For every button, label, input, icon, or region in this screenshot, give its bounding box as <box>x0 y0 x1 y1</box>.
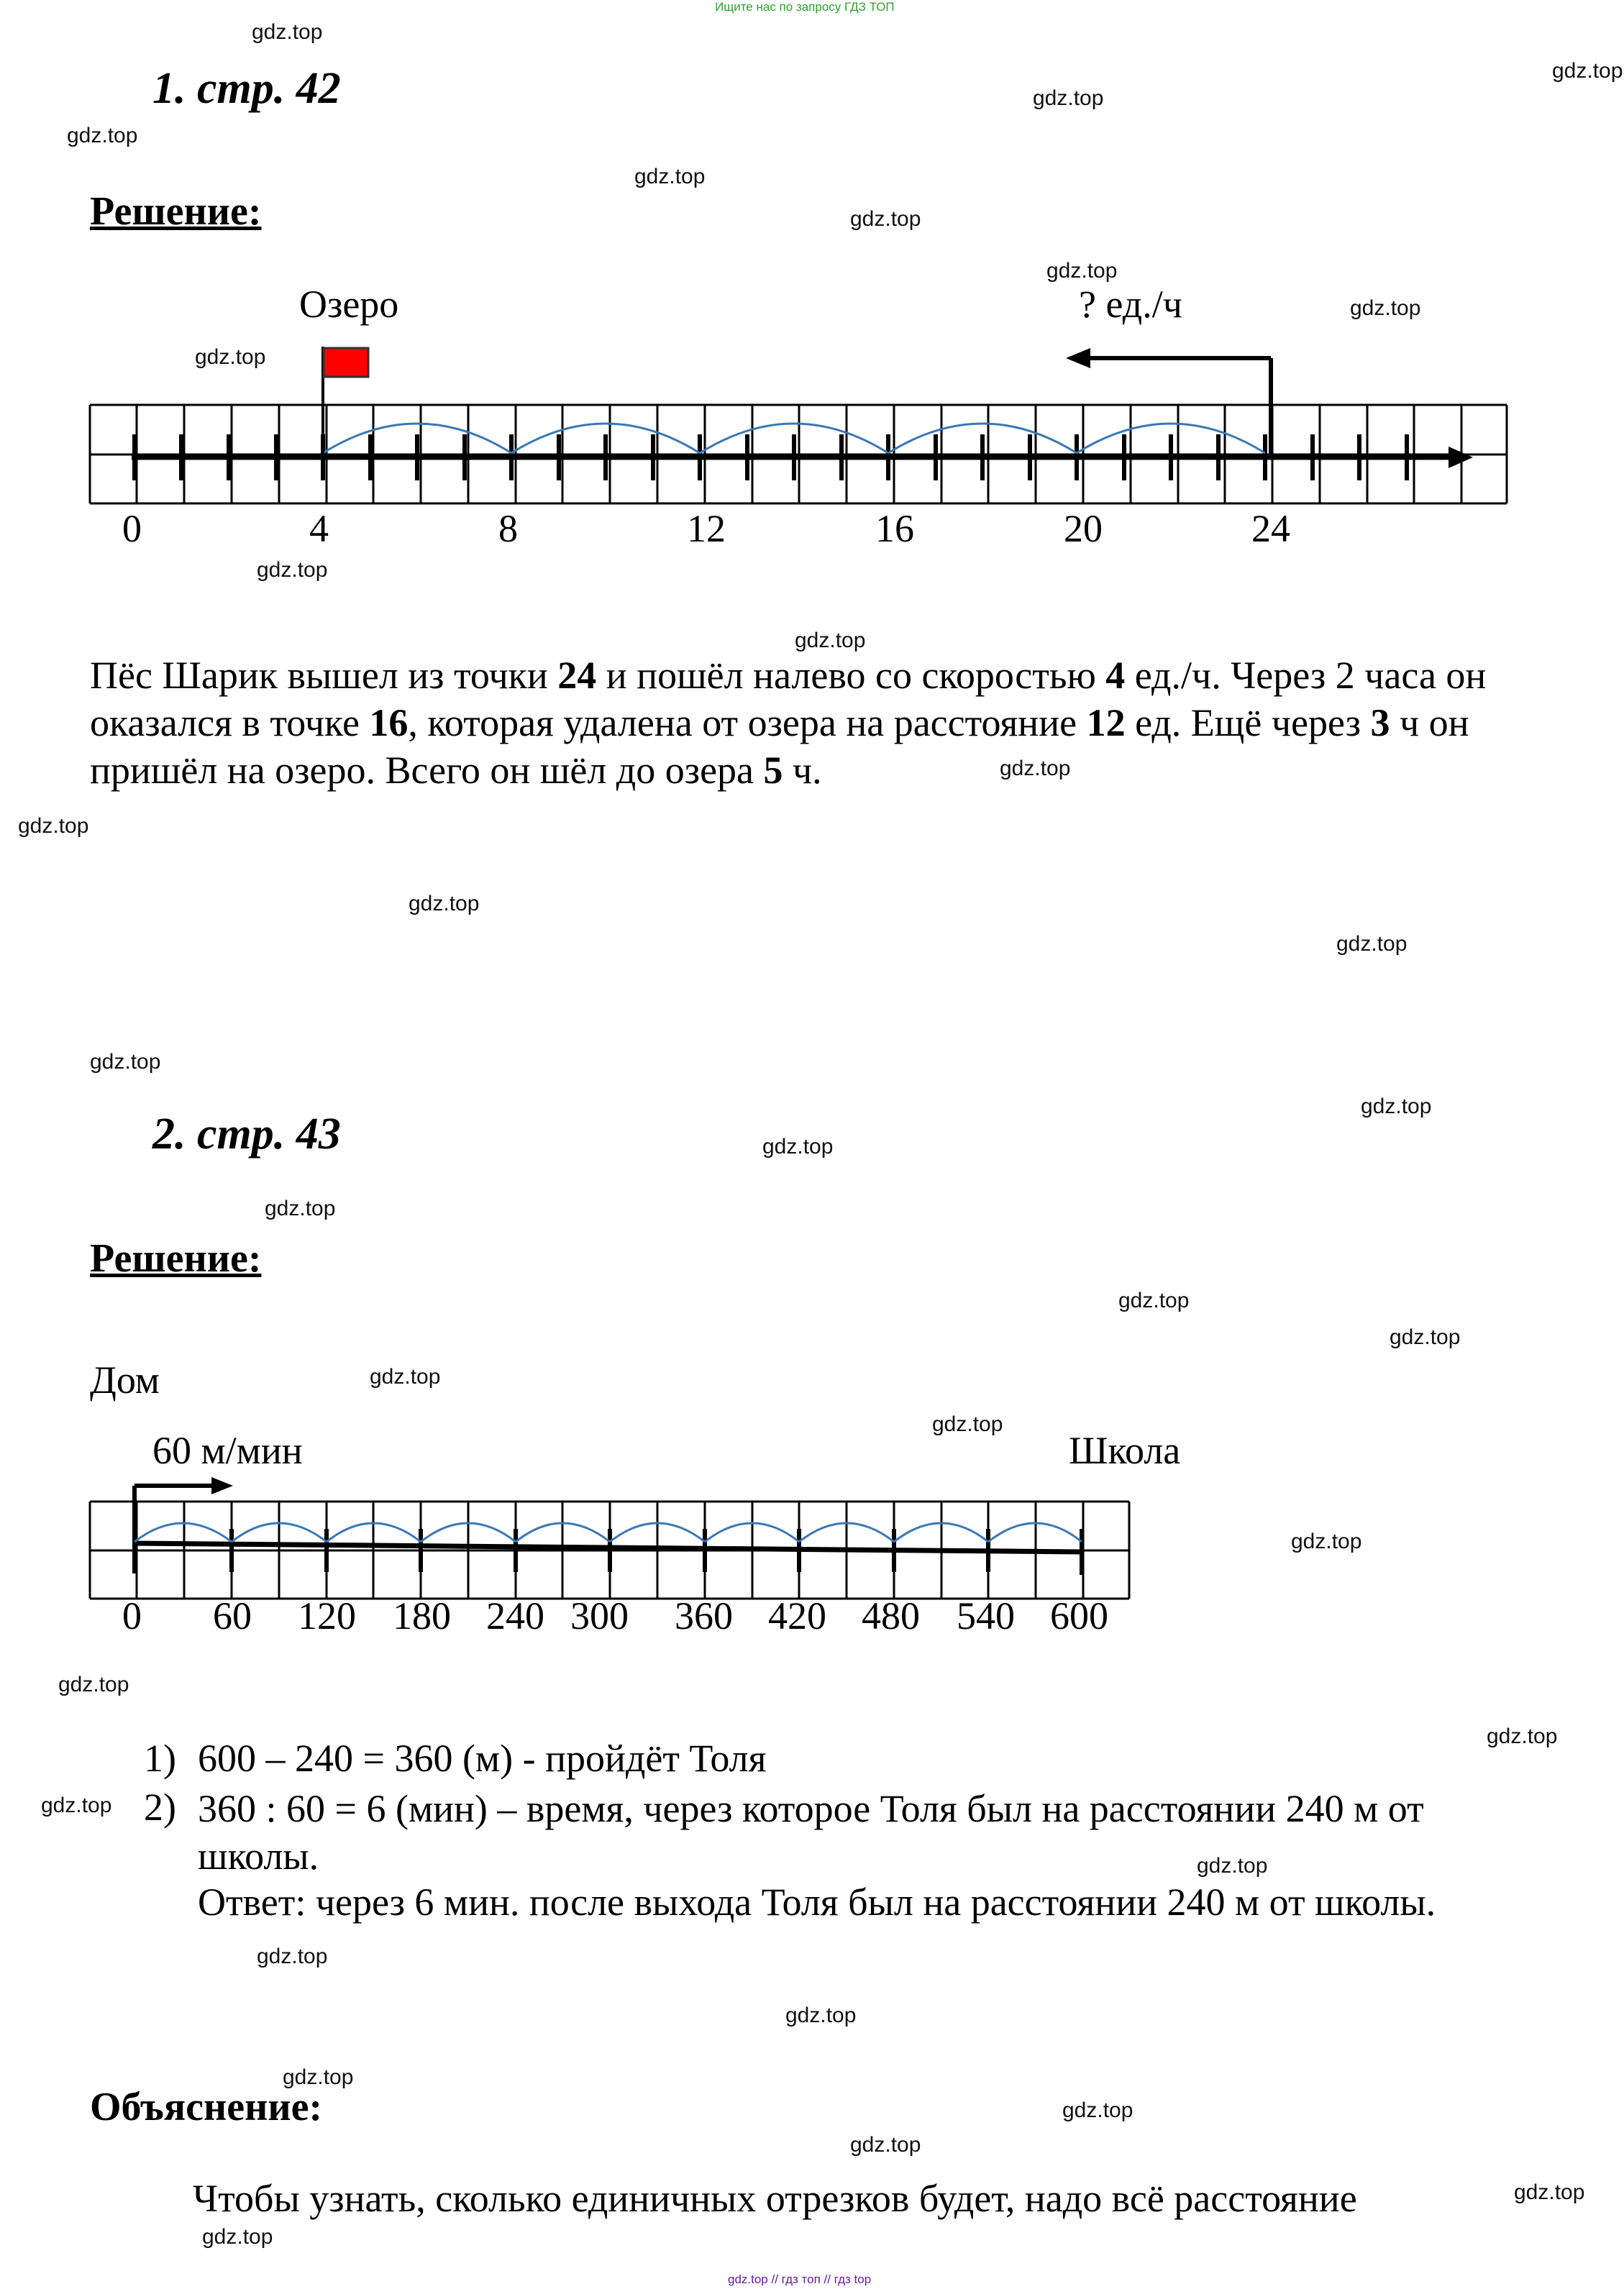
watermark: gdz.top <box>1390 1325 1461 1349</box>
watermark: gdz.top <box>850 2133 921 2157</box>
watermark: gdz.top <box>1046 259 1118 283</box>
task1-solution-heading: Решение: <box>90 189 262 234</box>
axis-label: 8 <box>498 507 518 550</box>
watermark: gdz.top <box>1514 2180 1585 2204</box>
top-banner: Ищите нас по запросу ГДЗ ТОП <box>715 0 895 14</box>
axis-label: 0 <box>122 1594 142 1637</box>
axis-label: 600 <box>1050 1594 1108 1637</box>
watermark: gdz.top <box>1118 1289 1190 1312</box>
watermark: gdz.top <box>58 1673 129 1696</box>
watermark: gdz.top <box>195 345 266 369</box>
watermark: gdz.top <box>257 558 328 582</box>
watermark: gdz.top <box>370 1365 441 1389</box>
axis-label: 180 <box>393 1594 451 1637</box>
task1-explanation: Пёс Шарик вышел из точки 24 и пошёл налево со скоростью 4 ед./ч. Через 2 часа он оказался в точке 16, которая удалена от озера на расстояние 12 ед. Ещё через 3 ч он пришёл на озеро. Всего он шёл до озера 5 ч. <box>90 654 1487 792</box>
axis-label: 0 <box>122 507 142 550</box>
watermark: gdz.top <box>1361 1095 1432 1118</box>
watermark: gdz.top <box>1033 86 1104 110</box>
axis-label: 20 <box>1064 507 1103 550</box>
axis-label: 540 <box>957 1594 1015 1637</box>
watermark: gdz.top <box>850 207 921 231</box>
step-number: 1) <box>144 1737 176 1780</box>
axis-label: 480 <box>862 1594 920 1637</box>
watermark: gdz.top <box>90 1050 161 1074</box>
watermark: gdz.top <box>1062 2098 1133 2122</box>
school-label: Школа <box>1069 1429 1181 1472</box>
task2-title: 2. стр. 43 <box>152 1110 341 1159</box>
watermark: gdz.top <box>409 892 480 915</box>
watermark: gdz.top <box>265 1197 336 1220</box>
axis-label: 300 <box>570 1594 629 1637</box>
watermark: gdz.top <box>18 814 89 838</box>
speed-label-2: 60 м/мин <box>152 1429 303 1472</box>
watermark: gdz.top <box>1000 757 1071 780</box>
watermark: gdz.top <box>1336 932 1408 956</box>
watermark: gdz.top <box>202 2225 273 2249</box>
watermark: gdz.top <box>1350 296 1421 320</box>
axis-label: 420 <box>768 1594 826 1637</box>
axis-label: 24 <box>1251 507 1290 550</box>
watermark: gdz.top <box>1291 1530 1362 1553</box>
watermark: gdz.top <box>41 1794 112 1817</box>
right-arrow-icon <box>211 1477 233 1494</box>
explanation-heading: Объяснение: <box>90 2085 323 2129</box>
watermark: gdz.top <box>795 629 866 652</box>
flag-icon <box>324 348 368 377</box>
step-number: 2) <box>144 1786 176 1829</box>
left-arrow-icon <box>1066 348 1090 368</box>
watermark: gdz.top <box>1197 1854 1268 1878</box>
explanation-text: Чтобы узнать, сколько единичных отрезков будет, надо всё расстояние <box>193 2177 1357 2220</box>
step-text: 360 : 60 = 6 (мин) – время, через которое Толя был на расстоянии 240 м от школы. <box>198 1787 1424 1878</box>
speed-arrow <box>134 1486 214 1539</box>
axis-label: 240 <box>486 1594 544 1637</box>
watermark: gdz.top <box>252 20 323 44</box>
watermark: gdz.top <box>762 1135 834 1159</box>
watermark: gdz.top <box>932 1412 1003 1436</box>
axis-label: 120 <box>298 1594 356 1637</box>
watermark: gdz.top <box>283 2065 354 2089</box>
axis-label: 4 <box>309 507 329 550</box>
axis-label: 360 <box>675 1594 733 1637</box>
footer: gdz.top // гдз топ // гдз top <box>728 2272 872 2286</box>
watermark: gdz.top <box>1552 59 1623 83</box>
answer-text: Ответ: через 6 мин. после выхода Толя был на расстоянии 240 м от школы. <box>198 1881 1436 1924</box>
axis-label: 16 <box>875 507 914 550</box>
speed-label: ? ед./ч <box>1079 283 1182 326</box>
watermark: gdz.top <box>67 124 138 147</box>
watermark: gdz.top <box>257 1945 328 1968</box>
lake-label: Озеро <box>299 283 399 326</box>
task2-solution-heading: Решение: <box>90 1236 262 1281</box>
number-line-2 <box>0 1467 1624 1611</box>
step-text: 600 – 240 = 360 (м) - пройдёт Толя <box>198 1737 767 1780</box>
watermark: gdz.top <box>785 2004 857 2027</box>
number-line-1 <box>0 0 1624 590</box>
grid-1 <box>90 405 1507 503</box>
axis-label: 12 <box>687 507 726 550</box>
watermark: gdz.top <box>634 165 706 188</box>
home-label: Дом <box>90 1358 160 1402</box>
axis-label: 60 <box>213 1594 252 1637</box>
task1-title: 1. стр. 42 <box>152 64 341 113</box>
watermark: gdz.top <box>1487 1724 1558 1748</box>
